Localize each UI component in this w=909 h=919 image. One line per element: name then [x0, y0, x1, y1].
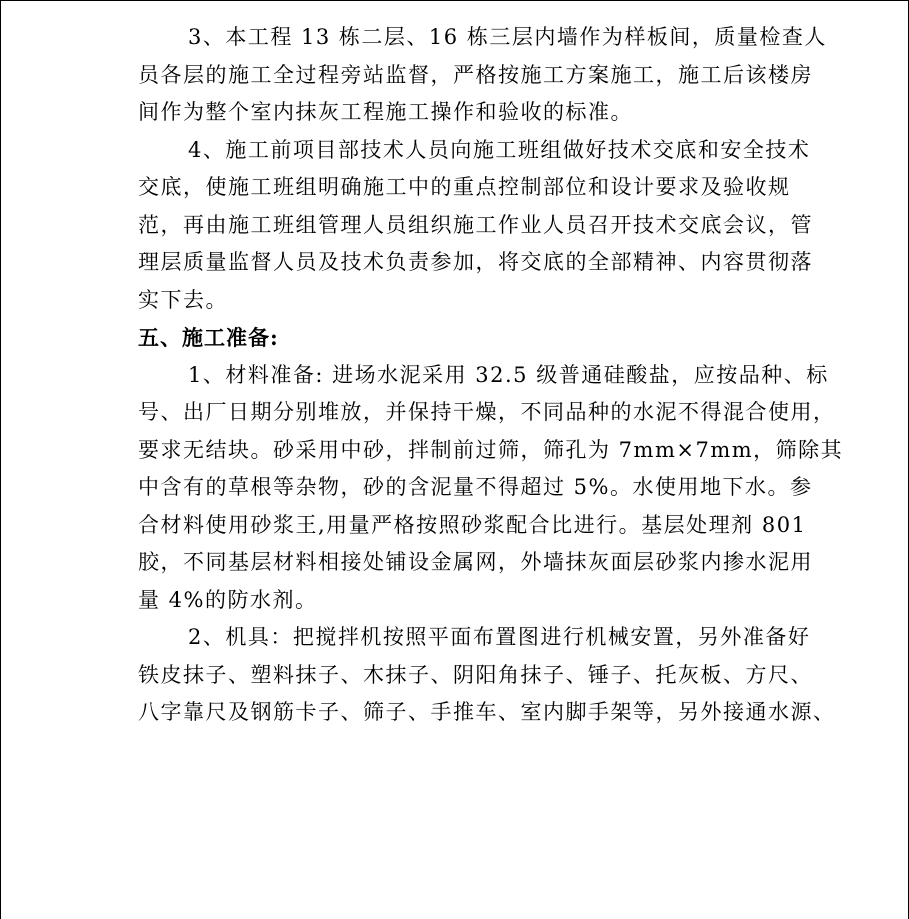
text-line: 号、出厂日期分别堆放，并保持干燥，不同品种的水泥不得混合使用，	[138, 400, 836, 424]
paragraph-tools	[138, 619, 836, 732]
text-line: 实下去。	[138, 287, 228, 312]
text-line: 量 4%的防水剂。	[138, 587, 318, 612]
text-line: 合材料使用砂浆王,用量严格按照砂浆配合比进行。基层处理剂 801	[138, 512, 807, 537]
text-line: 4、施工前项目部技术人员向施工班组做好技术交底和安全技术	[188, 137, 811, 162]
section-heading	[138, 319, 774, 357]
text-line: 3、本工程 13 栋二层、16 栋三层内墙作为样板间，质量检查人	[188, 25, 827, 49]
text-line: 2、机具：把搅拌机按照平面布置图进行机械安置，另外准备好	[188, 625, 811, 649]
text-line: 间作为整个室内抹灰工程施工操作和验收的标准。	[138, 100, 633, 124]
text-line: 八字靠尺及钢筋卡子、筛子、手推车、室内脚手架等，另外接通水源、	[138, 700, 836, 724]
document-body	[138, 19, 844, 732]
text-line: 范，再由施工班组管理人员组织施工作业人员召开技术交底会议，管	[138, 212, 813, 237]
paragraph-item-4	[138, 132, 813, 320]
text-line: 交底，使施工班组明确施工中的重点控制部位和设计要求及验收规	[138, 175, 791, 199]
text-line: 员各层的施工全过程旁站监督，严格按施工方案施工，施工后该楼房	[138, 62, 813, 87]
text-line: 要求无结块。砂采用中砂，拌制前过筛，筛孔为 7mm×7mm，筛除其	[138, 437, 844, 462]
paragraph-materials	[138, 357, 844, 620]
text-line: 胶，不同基层材料相接处铺设金属网，外墙抹灰面层砂浆内掺水泥用	[138, 550, 813, 574]
text-line: 理层质量监督人员及技术负责参加，将交底的全部精神、内容贯彻落	[138, 250, 813, 274]
text-line: 1、材料准备: 进场水泥采用 32.5 级普通硅酸盐，应按品种、标	[188, 362, 829, 387]
text-line: 中含有的草根等杂物，砂的含泥量不得超过 5%。水使用地下水。参	[138, 475, 813, 499]
section-heading-text: 五、施工准备:	[138, 325, 279, 350]
paragraph-item-3	[138, 19, 827, 132]
text-line: 铁皮抹子、塑料抹子、木抹子、阴阳角抹子、锤子、托灰板、方尺、	[138, 662, 813, 687]
